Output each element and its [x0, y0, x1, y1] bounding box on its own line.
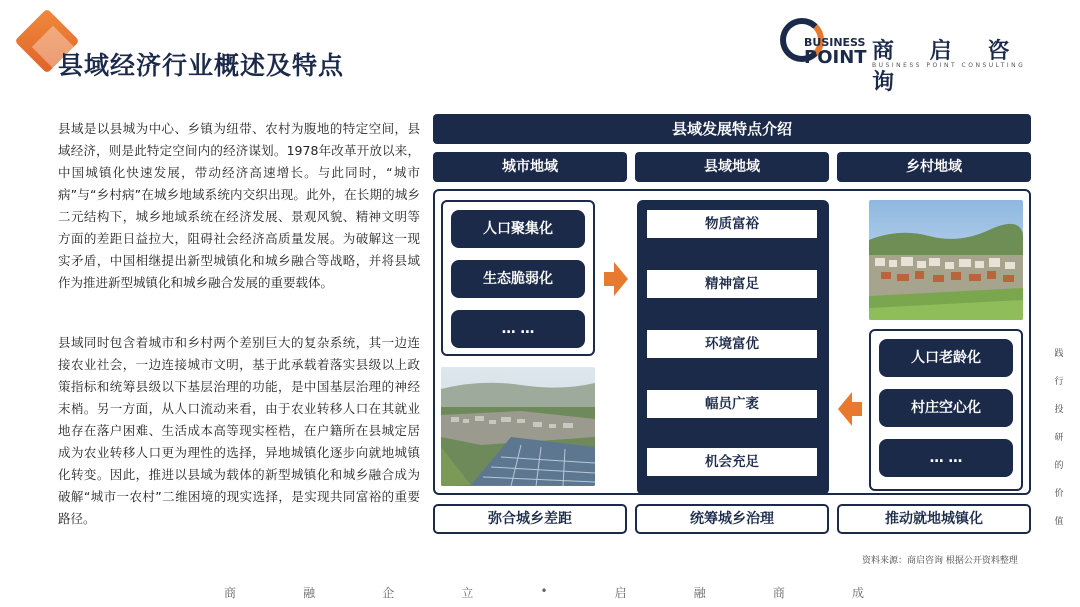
footer-char: 融	[303, 586, 316, 600]
side-slogan-char: 价	[1054, 489, 1064, 499]
county-feature-item: 幅员广袤	[647, 390, 817, 418]
side-slogan-char: 投	[1054, 405, 1064, 415]
column-header-urban: 城市地域	[433, 152, 627, 182]
diagram-title: 县域发展特点介绍	[433, 114, 1031, 144]
outcome-local-urbanization: 推动就地城镇化	[837, 504, 1031, 534]
urban-feature-item: 人口聚集化	[451, 210, 585, 248]
column-header-rural: 乡村地域	[837, 152, 1031, 182]
page-title: 县域经济行业概述及特点	[58, 51, 345, 80]
side-slogan-char: 践	[1054, 349, 1064, 359]
footer-char: 立	[461, 586, 474, 600]
logo-chinese-name: 商 启 咨 询	[872, 39, 1024, 95]
rural-feature-item: 村庄空心化	[879, 389, 1013, 427]
intro-paragraph-2: 县域同时包含着城市和乡村两个差别巨大的复杂系统，其一边连接农业社会，一边连接城市文明，基于此承载着落实县级以上政策指标和统筹县级以下基层治理的功能，是中国基层治理的神经末梢。另一方面，从人口流动来看，由于农业转移人口在其就业地存在落户困难、生活成本高等现实桎梏，在户籍所在县城定居成为农业转移人口更为理性的选择，异地城镇化逐步向就地城镇化转变。因此，推进以县域为载体的新型城镇化和城乡融合成为破解“城市一农村”二维困境的现实选择，是实现共同富裕的重要路径。	[58, 335, 420, 526]
outcome-coordinate-governance: 统筹城乡治理	[635, 504, 829, 534]
county-feature-item: 环境富优	[647, 330, 817, 358]
arrow-right-icon	[604, 262, 628, 296]
logo-text-line2: POINT	[804, 47, 867, 68]
county-feature-item: 机会充足	[647, 448, 817, 476]
source-note: 资料来源：商启咨询 根据公开资料整理	[862, 556, 1018, 566]
rural-feature-item: 人口老龄化	[879, 339, 1013, 377]
urban-aerial-photo	[441, 367, 595, 486]
footer-char: 融	[693, 586, 706, 600]
rural-features-box	[869, 329, 1023, 491]
arrow-left-icon	[838, 392, 862, 426]
footer-char: 企	[382, 586, 395, 600]
urban-feature-item: 生态脆弱化	[451, 260, 585, 298]
column-header-county: 县域地域	[635, 152, 829, 182]
side-slogan	[1053, 340, 1065, 536]
footer-char: 商	[772, 586, 785, 600]
footer-char: 成	[851, 586, 864, 600]
county-features-box	[637, 200, 829, 495]
side-slogan-char: 的	[1054, 461, 1064, 471]
outcome-bridge-gap: 弥合城乡差距	[433, 504, 627, 534]
footer-char: •	[540, 584, 548, 598]
county-feature-item: 精神富足	[647, 270, 817, 298]
intro-paragraph-1: 县域是以县城为中心、乡镇为纽带、农村为腹地的特定空间，县域经济，则是此特定空间内的经济谋划。1978年改革开放以来，中国城镇化快速发展，带动经济高速增长。与此同时，“城市病”与“乡村病”在城乡地域系统内交织出现。此外，在长期的城乡二元结构下，城乡地域系统在经济发展、景观风貌、精神文明等方面的差距日益拉大，阻碍社会经济高质量发展。为破解这一现实矛盾，中国相继提出新型城镇化和城乡融合等战略，并将县域作为推进新型城镇化和城乡融合发展的重要载体。	[58, 121, 420, 290]
urban-features-box	[441, 200, 595, 356]
side-slogan-char: 行	[1054, 377, 1064, 387]
rural-town-photo	[869, 200, 1023, 320]
company-logo	[780, 18, 1060, 95]
side-slogan-char: 值	[1054, 517, 1064, 527]
logo-text-line1: BUSINESS	[804, 36, 866, 49]
logo-english-name: BUSINESS POINT CONSULTING	[872, 62, 1026, 69]
side-slogan-char: 研	[1054, 433, 1064, 443]
footer-char: 商	[224, 586, 237, 600]
urban-feature-item: … …	[451, 310, 585, 348]
county-feature-item: 物质富裕	[647, 210, 817, 238]
rural-feature-item: … …	[879, 439, 1013, 477]
footer-char: 启	[614, 586, 627, 600]
footer-slogan	[224, 584, 864, 601]
